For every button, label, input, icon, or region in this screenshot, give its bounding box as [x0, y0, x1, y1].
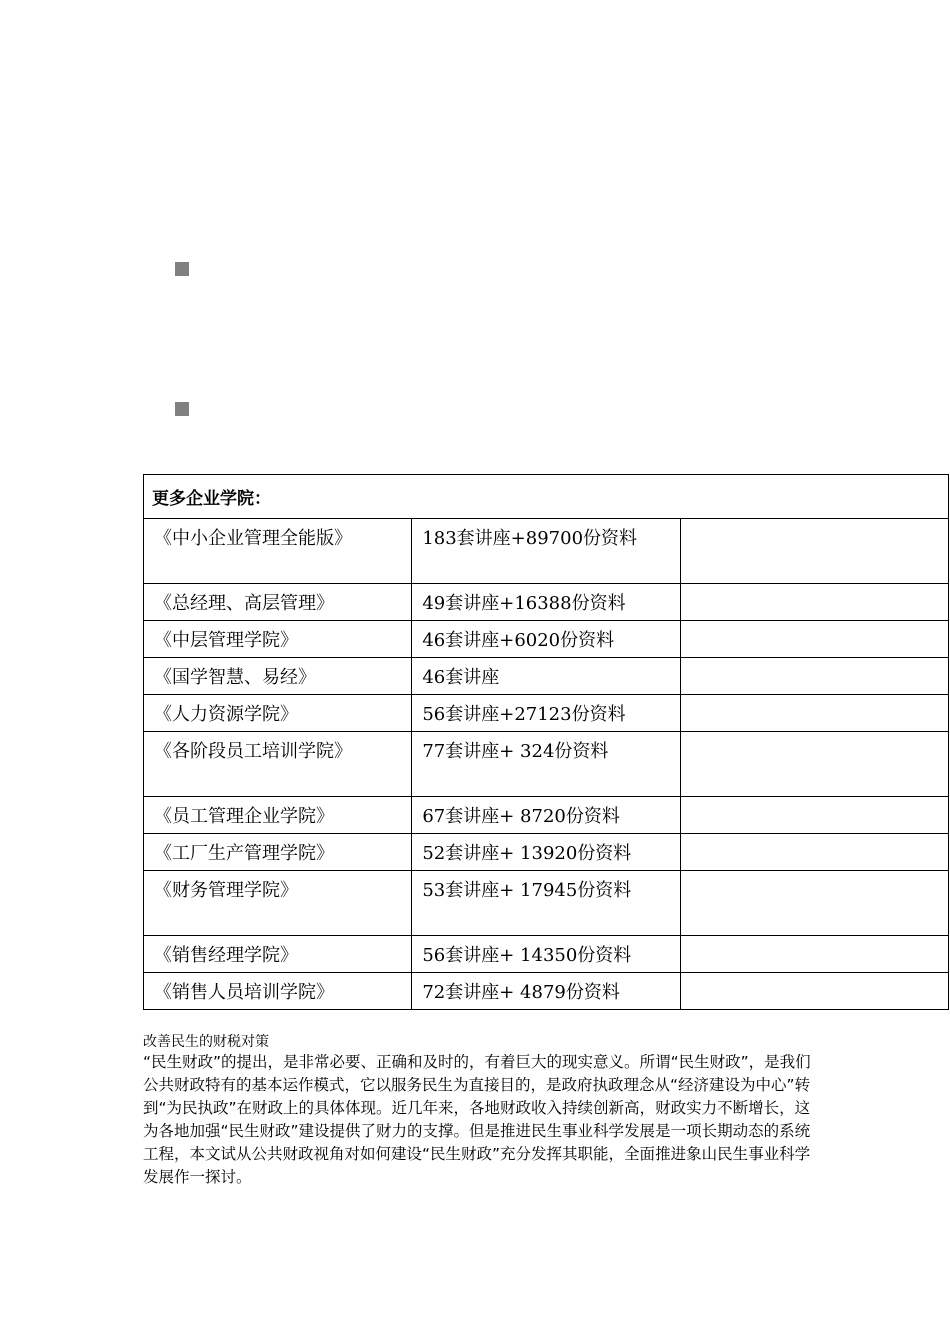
course-extra: [680, 834, 948, 871]
article: [143, 1033, 813, 1189]
course-extra: [680, 732, 948, 797]
course-name: 《销售人员培训学院》: [144, 973, 412, 1010]
course-content: 53套讲座+ 17945份资料: [412, 871, 680, 936]
article-body: “民生财政”的提出，是非常必要、正确和及时的，有着巨大的现实意义。所谓“民生财政”，是我们公共财政特有的基本运作模式，它以服务民生为直接目的，是政府执政理念从“经济建设为中心”转到“为民执政”在财政上的具体体现。近几年来，各地财政收入持续创新高，财政实力不断增长，这为各地加强“民生财政”建设提供了财力的支撑。但是推进民生事业科学发展是一项长期动态的系统工程，本文试从公共财政视角对如何建设“民生财政”充分发挥其职能，全面推进象山民生事业科学发展作一探讨。: [143, 1053, 811, 1186]
course-name: 《人力资源学院》: [144, 695, 412, 732]
table-row: [144, 936, 949, 973]
course-name: 《国学智慧、易经》: [144, 658, 412, 695]
course-content: 56套讲座+ 14350份资料: [412, 936, 680, 973]
article-title: 改善民生的财税对策: [143, 1034, 269, 1050]
course-extra: [680, 584, 948, 621]
academy-table: [143, 474, 949, 1010]
course-content: 52套讲座+ 13920份资料: [412, 834, 680, 871]
table-row: [144, 584, 949, 621]
course-content: 49套讲座+16388份资料: [412, 584, 680, 621]
course-name: 《员工管理企业学院》: [144, 797, 412, 834]
course-name: 《销售经理学院》: [144, 936, 412, 973]
course-content: 67套讲座+ 8720份资料: [412, 797, 680, 834]
course-extra: [680, 973, 948, 1010]
course-extra: [680, 621, 948, 658]
table-row: [144, 695, 949, 732]
table-row: [144, 871, 949, 936]
table-row: [144, 658, 949, 695]
course-content: 72套讲座+ 4879份资料: [412, 973, 680, 1010]
course-extra: [680, 871, 948, 936]
course-content: 183套讲座+89700份资料: [412, 519, 680, 584]
course-extra: [680, 519, 948, 584]
course-extra: [680, 658, 948, 695]
course-content: 77套讲座+ 324份资料: [412, 732, 680, 797]
course-content: 46套讲座: [412, 658, 680, 695]
course-extra: [680, 695, 948, 732]
course-name: 《中小企业管理全能版》: [144, 519, 412, 584]
table-header: 更多企业学院：: [144, 475, 949, 519]
table-row: [144, 834, 949, 871]
table-row: [144, 973, 949, 1010]
course-name: 《工厂生产管理学院》: [144, 834, 412, 871]
course-name: 《中层管理学院》: [144, 621, 412, 658]
table-header-row: [144, 475, 949, 519]
table-row: [144, 732, 949, 797]
course-name: 《财务管理学院》: [144, 871, 412, 936]
course-extra: [680, 797, 948, 834]
bullet-square-icon: [175, 402, 189, 416]
course-name: 《各阶段员工培训学院》: [144, 732, 412, 797]
table-row: [144, 797, 949, 834]
table-row: [144, 621, 949, 658]
table-row: [144, 519, 949, 584]
course-content: 56套讲座+27123份资料: [412, 695, 680, 732]
course-name: 《总经理、高层管理》: [144, 584, 412, 621]
bullet-square-icon: [175, 262, 189, 276]
course-content: 46套讲座+6020份资料: [412, 621, 680, 658]
course-extra: [680, 936, 948, 973]
